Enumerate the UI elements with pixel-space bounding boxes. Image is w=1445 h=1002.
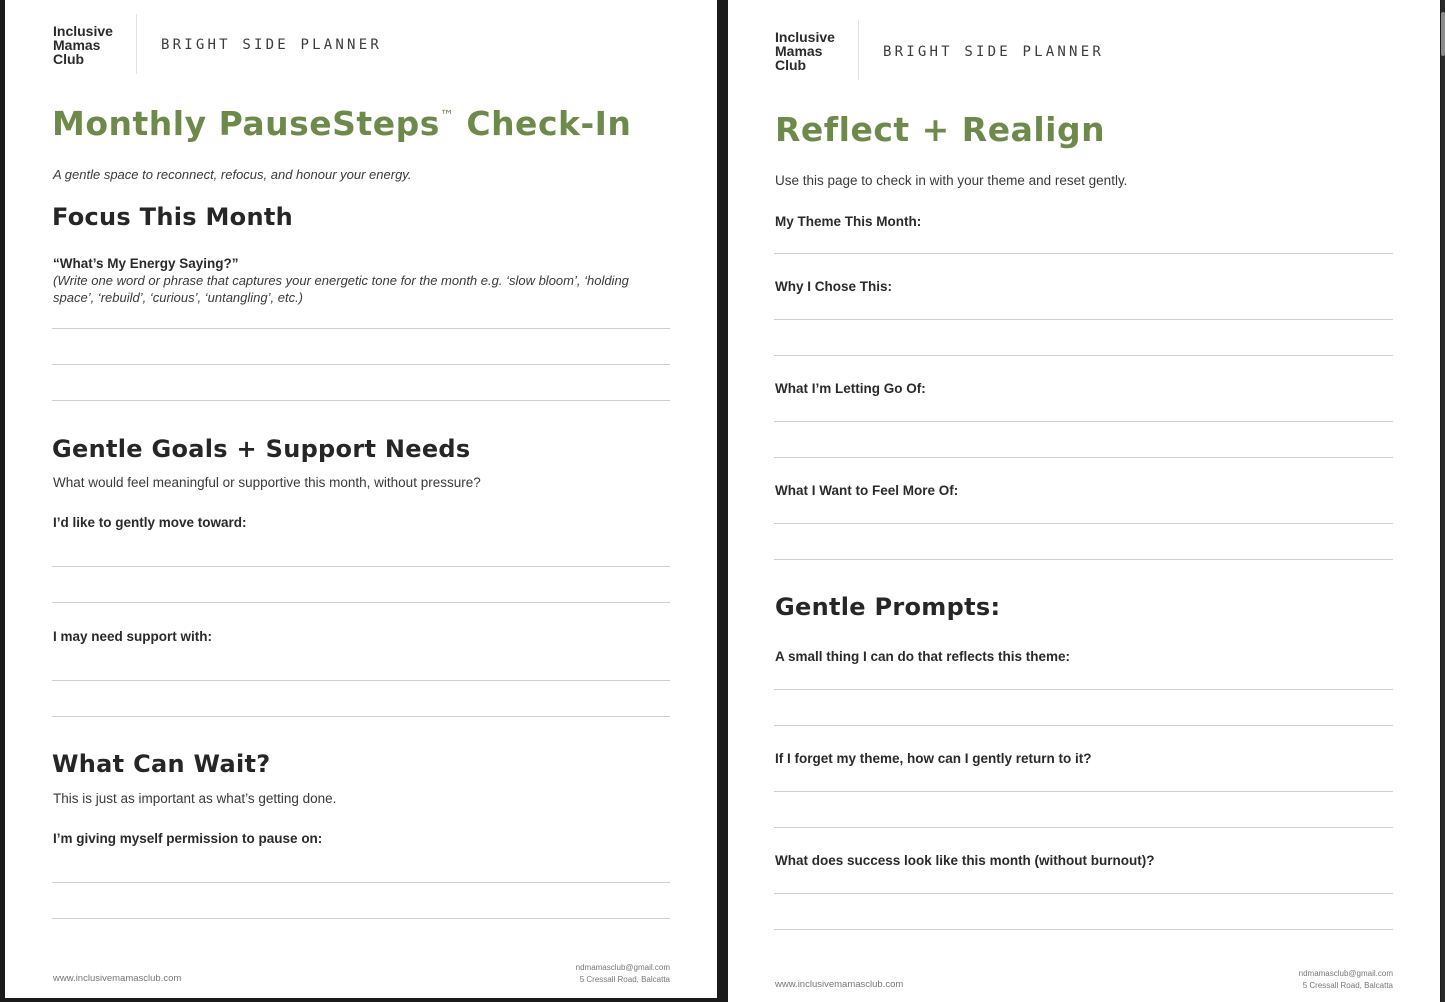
writing-line[interactable] xyxy=(52,882,670,883)
energy-prompt-note: (Write one word or phrase that captures your energetic tone for the month e.g. ‘slow bloom’, ‘holding space’, ‘rebuild’, ‘curious’, ‘untangling’, etc.) xyxy=(53,273,629,305)
page-title-suffix: Check-In xyxy=(454,104,632,143)
footer-website[interactable]: www.inclusivemamasclub.com xyxy=(775,979,904,990)
page-title: Reflect + Realign xyxy=(775,110,1106,149)
writing-line[interactable] xyxy=(774,253,1393,254)
planner-page-right xyxy=(728,0,1440,1002)
footer-address: 5 Cressall Road, Balcatta xyxy=(579,975,670,984)
scrollbar-thumb[interactable] xyxy=(1441,12,1445,56)
feel-more-label: What I Want to Feel More Of: xyxy=(775,483,959,498)
writing-line[interactable] xyxy=(774,689,1393,690)
page-title xyxy=(52,104,631,143)
brand-logo xyxy=(53,24,113,66)
theme-label: My Theme This Month: xyxy=(775,214,922,229)
writing-line[interactable] xyxy=(774,929,1393,930)
energy-prompt-label: “What’s My Energy Saying?” xyxy=(53,256,239,271)
writing-line[interactable] xyxy=(52,364,670,365)
writing-line[interactable] xyxy=(52,680,670,681)
writing-line[interactable] xyxy=(52,716,670,717)
logo-line: Inclusive xyxy=(53,23,113,39)
footer-contact xyxy=(510,962,670,986)
header-divider xyxy=(136,14,137,74)
writing-line[interactable] xyxy=(52,328,670,329)
writing-line[interactable] xyxy=(774,559,1393,560)
writing-line[interactable] xyxy=(774,523,1393,524)
logo-line: Mamas xyxy=(775,43,823,59)
logo-line: Club xyxy=(53,51,85,67)
why-label: Why I Chose This: xyxy=(775,279,893,294)
forget-theme-label: If I forget my theme, how can I gently return to it? xyxy=(775,751,1092,766)
footer-contact xyxy=(1233,968,1393,992)
move-toward-label: I’d like to gently move toward: xyxy=(53,515,247,530)
logo-line: Inclusive xyxy=(775,29,835,45)
logo-line: Mamas xyxy=(53,37,101,53)
header-divider xyxy=(858,20,859,80)
page-subtitle: A gentle space to reconnect, refocus, and honour your energy. xyxy=(53,167,412,182)
footer-email[interactable]: ndmamasclub@gmail.com xyxy=(575,963,670,972)
section-heading-goals: Gentle Goals + Support Needs xyxy=(52,435,471,463)
success-label: What does success look like this month (without burnout)? xyxy=(775,853,1155,868)
logo-line: Club xyxy=(775,57,807,73)
writing-line[interactable] xyxy=(774,319,1393,320)
document-scrollbar[interactable] xyxy=(1441,0,1445,1002)
writing-line[interactable] xyxy=(52,918,670,919)
support-label: I may need support with: xyxy=(53,629,213,644)
planner-name: BRIGHT SIDE PLANNER xyxy=(161,37,382,53)
footer-email[interactable]: ndmamasclub@gmail.com xyxy=(1298,969,1393,978)
section-heading-prompts: Gentle Prompts: xyxy=(775,593,1001,621)
page-intro: Use this page to check in with your theme and reset gently. xyxy=(775,173,1128,188)
page-title-text: Monthly PauseSteps xyxy=(52,104,440,143)
planner-name: BRIGHT SIDE PLANNER xyxy=(883,44,1104,60)
trademark-mark: ™ xyxy=(439,108,455,124)
writing-line[interactable] xyxy=(774,421,1393,422)
wait-intro: This is just as important as what’s getting done. xyxy=(53,791,337,806)
writing-line[interactable] xyxy=(52,566,670,567)
section-heading-focus: Focus This Month xyxy=(52,203,294,231)
planner-page-left xyxy=(5,0,717,998)
goals-question: What would feel meaningful or supportive this month, without pressure? xyxy=(53,475,481,490)
writing-line[interactable] xyxy=(774,725,1393,726)
writing-line[interactable] xyxy=(774,355,1393,356)
writing-line[interactable] xyxy=(774,827,1393,828)
writing-line[interactable] xyxy=(774,457,1393,458)
brand-logo xyxy=(775,30,835,72)
writing-line[interactable] xyxy=(774,893,1393,894)
section-heading-wait: What Can Wait? xyxy=(52,750,271,778)
writing-line[interactable] xyxy=(774,791,1393,792)
writing-line[interactable] xyxy=(52,400,670,401)
letting-go-label: What I’m Letting Go Of: xyxy=(775,381,926,396)
footer-address: 5 Cressall Road, Balcatta xyxy=(1302,981,1393,990)
pause-label: I’m giving myself permission to pause on: xyxy=(53,831,323,846)
writing-line[interactable] xyxy=(52,602,670,603)
footer-website[interactable]: www.inclusivemamasclub.com xyxy=(53,973,182,984)
small-thing-label: A small thing I can do that reflects this theme: xyxy=(775,649,1071,664)
